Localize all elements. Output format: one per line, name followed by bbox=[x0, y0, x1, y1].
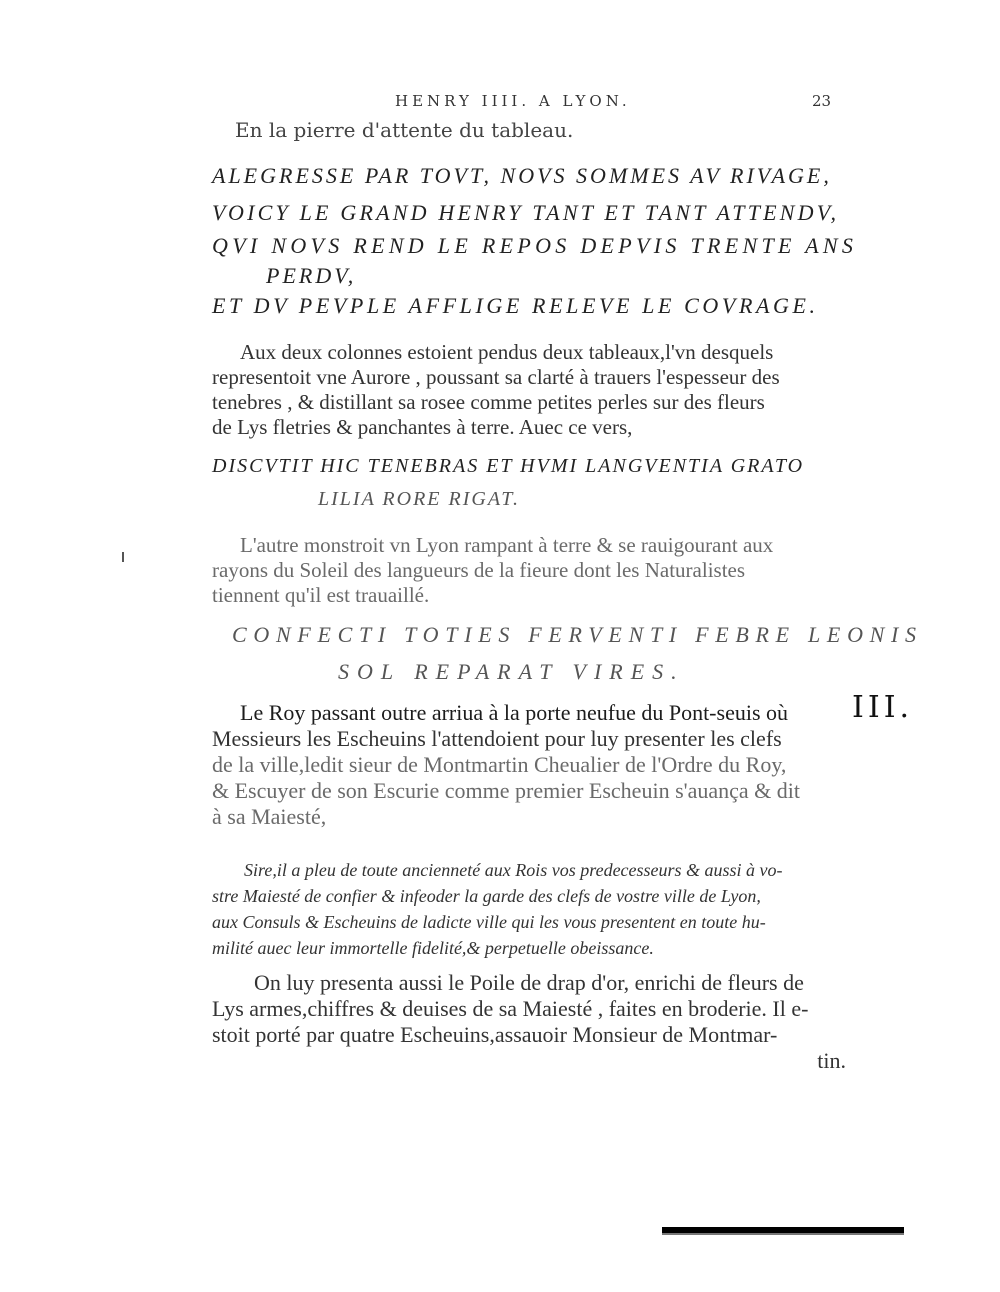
text-line: representoit vne Aurore , poussant sa clarté à trauers l'espesseur des bbox=[212, 365, 780, 389]
text-line: On luy presenta aussi le Poile de drap d'or, enrichi de fleurs de bbox=[254, 970, 804, 995]
verse-line: CONFECTI TOTIES FERVENTI FEBRE LEONIS bbox=[232, 622, 923, 647]
margin-mark bbox=[122, 552, 124, 562]
text-line: tenebres , & distillant sa rosee comme petites perles sur des fleurs bbox=[212, 390, 765, 414]
verse-line: QVI NOVS REND LE REPOS DEPVIS TRENTE ANS bbox=[212, 233, 858, 258]
text-line: & Escuyer de son Escurie comme premier Escheuin s'auança & dit bbox=[212, 778, 800, 803]
text-line: stoit porté par quatre Escheuins,assauoir Monsieur de Montmar- bbox=[212, 1022, 778, 1047]
text-line: Lys armes,chiffres & deuises de sa Maiesté , faites en broderie. Il e- bbox=[212, 996, 809, 1021]
speech-line: stre Maiesté de confier & infeoder la garde des clefs de vostre ville de Lyon, bbox=[212, 886, 761, 906]
text-line: à sa Maiesté, bbox=[212, 804, 327, 829]
text-line: de la ville,ledit sieur de Montmartin Cheualier de l'Ordre du Roy, bbox=[212, 752, 787, 777]
verse-line: LILIA RORE RIGAT. bbox=[318, 488, 520, 510]
verse-line: ET DV PEVPLE AFFLIGE RELEVE LE COVRAGE. bbox=[212, 293, 819, 318]
text-line: rayons du Soleil des langueurs de la fieure dont les Naturalistes bbox=[212, 558, 746, 582]
speech-line: Sire,il a pleu de toute ancienneté aux Rois vos predecesseurs & aussi à vo- bbox=[244, 860, 783, 880]
text-line: tiennent qu'il est trauaillé. bbox=[212, 583, 430, 607]
speech-line: milité auec leur immortelle fidelité,& perpetuelle obeissance. bbox=[212, 938, 654, 958]
speech-line: aux Consuls & Escheuins de ladicte ville qui les vous presentent en toute hu- bbox=[212, 912, 766, 932]
verse-line: PERDV, bbox=[266, 263, 357, 288]
verse-line: SOL REPARAT VIRES. bbox=[338, 659, 685, 684]
verse-line: ALEGRESSE PAR TOVT, NOVS SOMMES AV RIVAGE, bbox=[212, 163, 832, 188]
verse-line: VOICY LE GRAND HENRY TANT ET TANT ATTENDV, bbox=[212, 200, 840, 225]
section-caption: En la pierre d'attente du tableau. bbox=[235, 118, 574, 142]
text-line: Messieurs les Escheuins l'attendoient pour luy presenter les clefs bbox=[212, 726, 782, 751]
scan-edge-rule-shadow bbox=[662, 1233, 904, 1235]
text-line: L'autre monstroit vn Lyon rampant à terre & se rauigourant aux bbox=[240, 533, 774, 557]
page-number: 23 bbox=[812, 92, 832, 110]
text-line: de Lys fletries & panchantes à terre. Auec ce vers, bbox=[212, 415, 633, 439]
text-line: tin. bbox=[817, 1048, 846, 1073]
running-head: HENRY IIII. A LYON. bbox=[395, 92, 631, 110]
text-line: Le Roy passant outre arriua à la porte neufue du Pont-seuis où bbox=[240, 700, 789, 725]
margin-section-numeral: III. bbox=[852, 690, 914, 725]
text-line: Aux deux colonnes estoient pendus deux tableaux,l'vn desquels bbox=[240, 340, 774, 364]
verse-line: DISCVTIT HIC TENEBRAS ET HVMI LANGVENTIA GRATO bbox=[212, 455, 805, 477]
